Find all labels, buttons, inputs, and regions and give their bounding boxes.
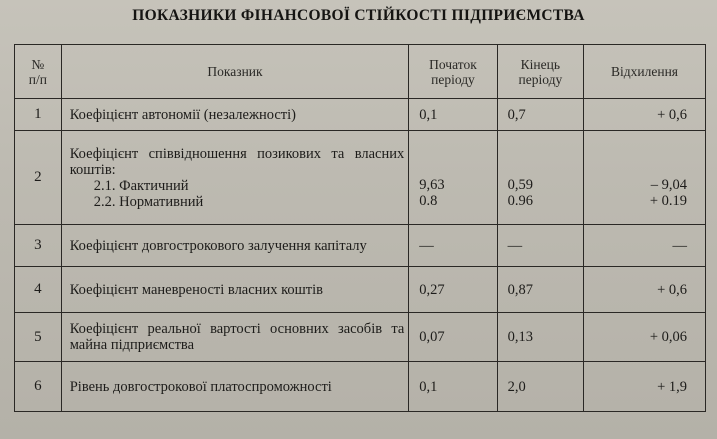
row-number: 4 [15, 267, 62, 313]
row-indicator: Рівень довгострокової платоспроможності [61, 362, 409, 412]
table-row [15, 313, 706, 362]
row-number: 2 [15, 131, 62, 225]
row-number: 3 [15, 225, 62, 267]
table-title: ПОКАЗНИКИ ФІНАНСОВОЇ СТІЙКОСТІ ПІДПРИЄМСТВА [132, 7, 585, 24]
header-end-line1: Кінець [520, 56, 561, 72]
header-period-end [497, 45, 583, 99]
row-indicator: Коефіцієнт довгострокового залучення капіталу [61, 225, 409, 267]
table-row [15, 362, 706, 412]
row-end-value: 0,7 [497, 99, 583, 131]
start-normative: 0.8 [419, 192, 438, 209]
row-indicator: Коефіцієнт реальної вартості основних засобів та майна підприємства [61, 313, 409, 362]
table-row [15, 131, 706, 225]
financial-stability-table [14, 44, 706, 412]
header-indicator: Показник [61, 45, 409, 99]
row-start-value: — [409, 225, 497, 267]
row-deviation: — [584, 225, 706, 267]
header-row [15, 45, 706, 99]
row-end-values [497, 131, 583, 225]
table-row [15, 225, 706, 267]
row-start-value: 0,1 [409, 362, 497, 412]
deviation-normative: + 0.19 [649, 192, 687, 209]
row-deviation: + 0,6 [584, 267, 706, 313]
row-number: 6 [15, 362, 62, 412]
header-period-start [409, 45, 497, 99]
row-subitem-actual: 2.1. Фактичний [93, 177, 189, 194]
header-end-line2: періоду [518, 71, 563, 87]
header-deviation: Відхилення [584, 45, 706, 99]
row-indicator-title: Коефіцієнт співвідношення позикових та власних коштів: [69, 145, 405, 178]
header-number [15, 45, 62, 99]
row-end-value: 0,87 [497, 267, 583, 313]
row-subitem-normative: 2.2. Нормативний [93, 193, 204, 210]
row-number: 5 [15, 313, 62, 362]
header-number-abbr: п/п [28, 71, 47, 87]
row-start-value: 0,1 [409, 99, 497, 131]
row-deviation-values [584, 131, 706, 225]
row-end-value: 0,13 [497, 313, 583, 362]
header-start-line2: періоду [431, 71, 475, 87]
start-actual: 9,63 [419, 176, 445, 193]
table-row [15, 99, 706, 131]
header-start-line1: Початок [429, 56, 477, 72]
row-indicator [61, 131, 409, 225]
row-deviation: + 1,9 [584, 362, 706, 412]
header-number-symbol: № [31, 56, 45, 72]
row-deviation: + 0,6 [584, 99, 706, 131]
end-normative: 0.96 [507, 192, 534, 209]
end-actual: 0,59 [507, 176, 534, 193]
row-end-value: 2,0 [497, 362, 583, 412]
row-end-value: — [497, 225, 583, 267]
table-row [15, 267, 706, 313]
row-start-value: 0,07 [409, 313, 497, 362]
row-start-value: 0,27 [409, 267, 497, 313]
row-deviation: + 0,06 [584, 313, 706, 362]
deviation-actual: – 9,04 [650, 176, 687, 193]
row-indicator: Коефіцієнт маневреності власних коштів [61, 267, 409, 313]
row-indicator: Коефіцієнт автономії (незалежності) [61, 99, 409, 131]
row-start-values [409, 131, 497, 225]
row-number: 1 [15, 99, 62, 131]
